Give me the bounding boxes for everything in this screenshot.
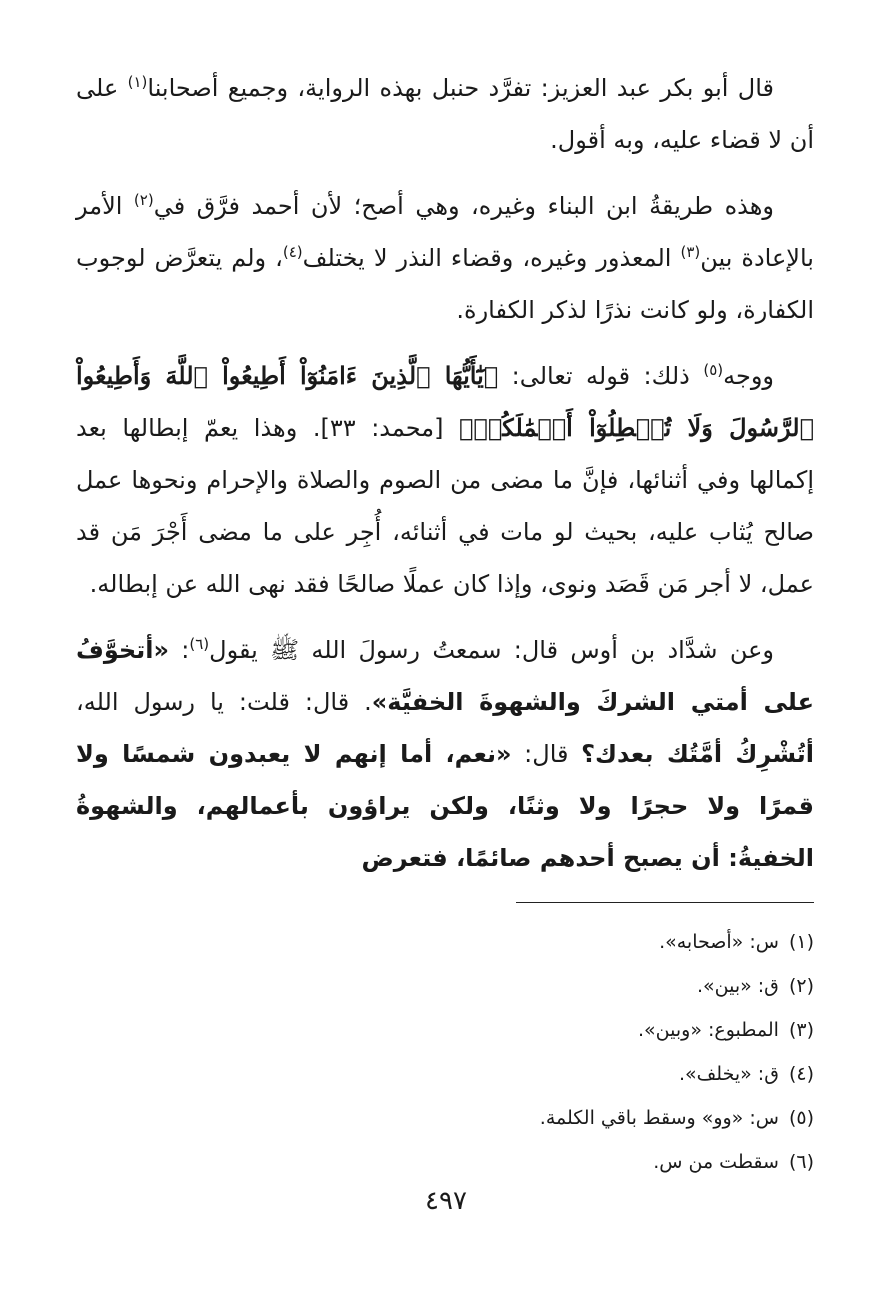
footnote-divider bbox=[516, 902, 814, 903]
footnote-number: (١) bbox=[788, 931, 814, 953]
footnote-number: (٢) bbox=[788, 975, 814, 997]
footnote-ref-4: (٤) bbox=[282, 243, 303, 261]
footnote-item bbox=[214, 1008, 814, 1052]
footnote-text: س: «وو» وسقط باقي الكلمة. bbox=[539, 1107, 779, 1129]
text-segment: الأمر بالإعادة بين bbox=[76, 192, 814, 272]
text-segment: المعذور وغيره، وقضاء النذر لا يختلف bbox=[302, 244, 681, 272]
footnote-text: ق: «بين». bbox=[696, 975, 779, 997]
footnote-item bbox=[214, 964, 814, 1008]
text-segment: قال: bbox=[511, 740, 582, 768]
text-segment: ووجه bbox=[723, 362, 774, 390]
text-segment: [محمد: ٣٣]. وهذا يعمّ إبطالها بعد إكمالها وفي أثنائها، فإنَّ ما مضى من الصوم والصلاة والإحرام ونحوها عمل صالح يُثاب عليه، بحيث لو مات في أثنائه، أُجِر على ما مضى أَجْرَ مَن قد عمل، لا أجر مَن قَصَد ونوى، وإذا كان عملًا صالحًا فقد نهى الله عن إبطاله. bbox=[76, 414, 814, 598]
footnote-item bbox=[214, 1096, 814, 1140]
hadith-answer: «نعم، أما إنهم لا يعبدون شمسًا ولا قمرًا ولا حجرًا ولا وثنًا، ولكن يراؤون بأعمالهم، والشهوةُ الخفيةُ: أن يصبح أحدهم صائمًا، فتعرض bbox=[76, 740, 814, 872]
paragraph-1 bbox=[76, 62, 814, 166]
text-segment: على أن لا قضاء عليه، وبه أقول. bbox=[76, 74, 814, 154]
footnote-ref-1: (١) bbox=[127, 73, 148, 91]
page-number: ٤٩٧ bbox=[425, 1186, 467, 1216]
main-text bbox=[76, 62, 814, 898]
paragraph-2 bbox=[76, 180, 814, 336]
text-segment: ذلك: قوله تعالى: bbox=[498, 362, 704, 390]
paragraph-3 bbox=[76, 350, 814, 610]
text-segment: . قال: قلت: يا رسول الله، bbox=[76, 688, 372, 716]
quran-verse: ﴿يَٰٓأَيُّهَا ٱلَّذِينَ ءَامَنُوٓاْ أَطِيعُواْ ٱللَّهَ وَأَطِيعُواْ ٱلرَّسُولَ وَلَا تُبۡطِلُوٓاْ أَعۡمَٰلَكُمۡ﴾ bbox=[76, 361, 815, 442]
footnotes-list bbox=[214, 920, 814, 1184]
paragraph-4 bbox=[76, 624, 814, 884]
footnote-ref-3: (٣) bbox=[680, 243, 701, 261]
footnote-ref-2: (٢) bbox=[133, 191, 154, 209]
text-segment: وعن شدَّاد بن أوس قال: سمعتُ رسولَ الله ﷺ يقول bbox=[209, 636, 774, 664]
footnote-number: (٦) bbox=[788, 1151, 814, 1173]
hadith-quote: «أتخوَّفُ على أمتي الشركَ والشهوةَ الخفيَّة» bbox=[76, 636, 814, 716]
footnote-number: (٥) bbox=[788, 1107, 814, 1129]
text-segment: وهذه طريقةُ ابن البناء وغيره، وهي أصح؛ لأن أحمد فرَّق في bbox=[153, 192, 774, 220]
footnote-number: (٣) bbox=[788, 1019, 814, 1041]
footnote-ref-5: (٥) bbox=[703, 361, 724, 379]
text-segment: قال أبو بكر عبد العزيز: تفرَّد حنبل بهذه الرواية، وجميع أصحابنا bbox=[147, 74, 774, 102]
footnote-ref-6: (٦) bbox=[189, 635, 210, 653]
footnote-item bbox=[214, 1140, 814, 1184]
footnote-text: سقطت من س. bbox=[653, 1151, 779, 1173]
footnote-text: المطبوع: «وبين». bbox=[638, 1019, 779, 1041]
footnote-item bbox=[214, 1052, 814, 1096]
footnote-text: س: «أصحابه». bbox=[659, 931, 779, 953]
footnote-text: ق: «يخلف». bbox=[678, 1063, 779, 1085]
text-segment: : bbox=[168, 636, 190, 664]
text-segment: ، ولم يتعرَّض لوجوب الكفارة، ولو كانت نذرًا لذكر الكفارة. bbox=[76, 244, 814, 324]
footnote-item bbox=[214, 920, 814, 964]
hadith-question: أتُشْرِكُ أمَّتُك بعدك؟ bbox=[581, 740, 814, 768]
footnote-number: (٤) bbox=[788, 1063, 814, 1085]
